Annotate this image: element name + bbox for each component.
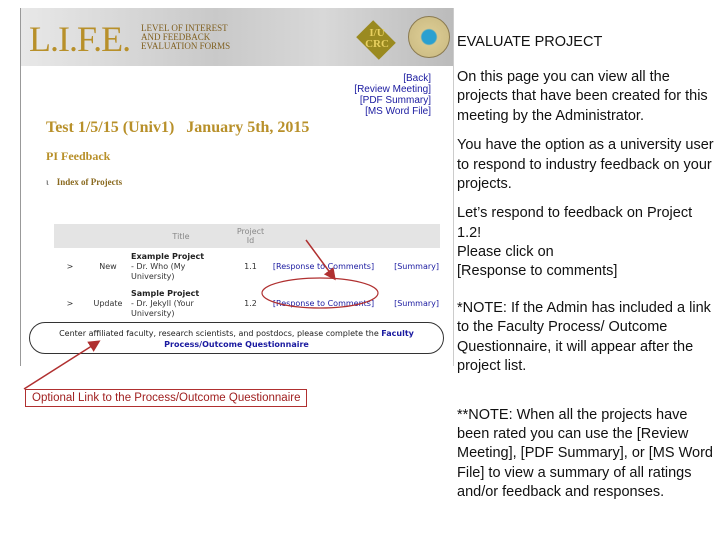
index-label: Index of Projects: [56, 177, 123, 187]
status: Update: [93, 298, 123, 308]
meeting-title: Test 1/5/15 (Univ1) January 5th, 2015: [46, 119, 310, 136]
summary-link[interactable]: [Summary]: [394, 261, 439, 271]
review-meeting-link[interactable]: [Review Meeting]: [354, 84, 431, 95]
paragraph: On this page you can view all the projects that have been created for this meeting by the Administrator.: [457, 69, 708, 124]
text: Please click on: [457, 243, 554, 260]
expand-arrow-icon[interactable]: >: [66, 298, 74, 308]
life-logo: L.I.F.E.: [29, 19, 131, 59]
expand-arrow-icon[interactable]: >: [66, 261, 74, 271]
panel-heading: EVALUATE PROJECT: [457, 34, 603, 50]
faculty-questionnaire-link[interactable]: Faculty Process/Outcome Questionnaire: [164, 329, 414, 349]
pdf-summary-link[interactable]: [PDF Summary]: [359, 95, 431, 106]
project-id: 1.2: [244, 298, 257, 308]
annotation-arrow: [306, 240, 334, 278]
annotation-callout: Optional Link to the Process/Outcome Questionnaire: [25, 389, 307, 407]
response-to-comments-link[interactable]: [Response to Comments]: [272, 298, 375, 308]
status: New: [99, 261, 117, 271]
col-project-id: Project Id: [232, 224, 269, 248]
project-title: Example Project: [131, 251, 205, 261]
paragraph: **NOTE: When all the projects have been rated you can use the [Review Meeting], [PDF Summary], or [MS Word File] to view a summary of all ratings and/or feedback and responses.: [457, 407, 713, 500]
highlight-ellipse: [262, 278, 378, 308]
text: Let’s respond to feedback on Project 1.2!: [457, 205, 693, 241]
text: [Response to comments]: [457, 263, 618, 280]
paragraph: [457, 204, 717, 281]
paragraph: *NOTE: If the Admin has included a link to the Faculty Process/ Outcome Questionnaire, it will appear after the project list.: [457, 300, 711, 374]
response-to-comments-link[interactable]: [Response to Comments]: [272, 261, 375, 271]
notice-text: Center affiliated faculty, research scientists, and postdocs, please complete the: [59, 329, 382, 338]
iucrc-logo-text: I/U CRC: [365, 27, 389, 50]
project-pi: - Dr. Who (My University): [131, 261, 186, 281]
summary-link[interactable]: [Summary]: [394, 298, 439, 308]
col-title: Title: [130, 224, 232, 248]
project-pi: - Dr. Jekyll (Your University): [131, 298, 194, 318]
back-link[interactable]: [Back]: [403, 73, 431, 84]
instruction-panel: [457, 33, 717, 513]
paragraph: You have the option as a university user to respond to industry feedback on your projects.: [457, 137, 714, 192]
subtitle-line: LEVEL OF INTEREST: [141, 23, 228, 33]
section-heading: PI Feedback: [46, 149, 111, 163]
project-title: Sample Project: [131, 288, 200, 298]
subtitle-line: AND FEEDBACK: [141, 32, 211, 42]
ms-word-link[interactable]: [MS Word File]: [365, 106, 431, 117]
annotation-arrow: [24, 342, 98, 389]
project-id: 1.1: [244, 261, 257, 271]
bullet-icon: ι: [46, 177, 49, 187]
subtitle-line: EVALUATION FORMS: [141, 41, 231, 51]
